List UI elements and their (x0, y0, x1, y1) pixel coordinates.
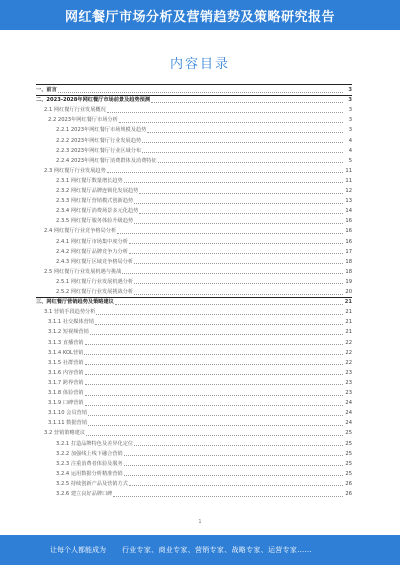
toc-entry-page: 16 (345, 218, 352, 225)
toc-entry[interactable] (36, 339, 352, 347)
toc-entry-label: 3.1.4 KOL营销 (48, 349, 84, 356)
toc-entry[interactable] (36, 470, 352, 478)
toc-entry[interactable] (36, 207, 352, 215)
toc-leader-dots (124, 455, 343, 456)
footer-roles: 行业专家、商业专家、营销专家、战略专家、运营专家…… (122, 546, 312, 554)
toc-entry-label: 3.1.1 社交媒体营销 (48, 319, 94, 326)
toc-entry[interactable] (36, 318, 352, 326)
toc-entry[interactable] (36, 298, 352, 306)
toc-entry-page: 16 (345, 228, 352, 235)
toc-leader-dots (134, 223, 343, 224)
toc-entry-page: 25 (345, 460, 352, 467)
toc-leader-dots (134, 263, 343, 264)
toc-leader-dots (147, 132, 343, 133)
toc-entry-label: 2.3.4 网红餐厅消费场景多元化趋势 (56, 208, 139, 215)
toc-entry-page: 25 (345, 440, 352, 447)
toc-entry[interactable] (36, 490, 352, 498)
toc-leader-dots (88, 425, 343, 426)
toc-entry[interactable] (36, 86, 352, 94)
footer-slogan: 让每个人都能成为 (50, 546, 106, 554)
toc-entry-label: 2.2.3 2023年网红餐厅行业区域分布 (56, 147, 142, 154)
toc-entry[interactable] (36, 157, 352, 165)
toc-entry[interactable] (36, 258, 352, 266)
toc-entry[interactable] (36, 450, 352, 458)
toc-entry-page: 3 (348, 97, 352, 104)
toc-leader-dots (129, 253, 343, 254)
toc-entry-page: 21 (344, 299, 352, 306)
toc-leader-dots (122, 273, 343, 274)
toc-entry-label: 3.2.3 注重消费者体验及服务 (56, 460, 123, 467)
toc-entry[interactable] (36, 147, 352, 155)
section-rule (36, 95, 352, 96)
toc-entry-page: 3 (348, 87, 352, 93)
toc-leader-dots (95, 324, 343, 325)
toc-entry-page: 21 (345, 319, 352, 326)
toc-entry-label: 3.1 营销手段趋势分析 (44, 309, 96, 316)
toc-leader-dots (129, 485, 343, 486)
toc-entry[interactable] (36, 96, 352, 104)
toc-leader-dots (86, 435, 343, 436)
toc-entry-label: 2.4.2 网红餐厅品牌竞争力分析 (56, 248, 128, 255)
toc-entry-page: 4 (348, 147, 352, 154)
toc-entry-page: 17 (345, 248, 352, 255)
toc-entry-page: 18 (345, 258, 352, 265)
toc-heading: 内容目录 (169, 57, 230, 72)
toc-entry-page: 19 (345, 278, 352, 285)
toc-entry-page: 3 (348, 127, 352, 134)
toc-entry[interactable] (36, 197, 352, 205)
toc-entry-label: 3.1.10 会员营销 (48, 410, 87, 417)
toc-entry-label: 2.2.1 2023年网红餐厅市场规模及趋势 (56, 127, 147, 134)
toc-leader-dots (85, 384, 343, 385)
toc-entry-page: 13 (345, 198, 352, 205)
toc-leader-dots (142, 152, 343, 153)
toc-entry-page: 22 (345, 349, 352, 356)
toc-entry[interactable] (36, 288, 352, 296)
toc-entry[interactable] (36, 238, 352, 246)
toc-top-rule (36, 84, 352, 85)
toc-entry-label: 3.1.9 口碑营销 (48, 400, 84, 407)
toc-entry[interactable] (36, 349, 352, 357)
toc-entry[interactable] (36, 227, 352, 235)
report-header-banner (0, 0, 400, 30)
toc-entry-page: 12 (345, 188, 352, 194)
toc-entry[interactable] (36, 126, 352, 134)
toc-leader-dots (88, 415, 343, 416)
toc-entry-label: 3.1.3 直播营销 (48, 339, 84, 346)
toc-leader-dots (85, 374, 343, 375)
footer-banner (0, 535, 400, 565)
toc-entry-page: 16 (345, 238, 352, 245)
toc-entry-page: 26 (345, 480, 352, 487)
toc-entry-page: 4 (348, 137, 352, 144)
toc-entry[interactable] (36, 308, 352, 316)
toc-entry[interactable] (36, 480, 352, 488)
section-rule (36, 297, 352, 298)
toc-entry-page: 26 (345, 491, 352, 497)
toc-leader-dots (124, 182, 343, 183)
toc-entry-label: 2.3.2 网红餐厅品牌连锁化发展趋势 (56, 188, 139, 194)
toc-leader-dots (158, 162, 343, 163)
toc-leader-dots (96, 314, 343, 315)
toc-entry-page: 24 (345, 420, 352, 427)
toc-entry-label: 2.4.1 网红餐厅市场集中度分析 (56, 238, 128, 245)
toc-leader-dots (115, 304, 343, 305)
toc-leader-dots (142, 142, 343, 143)
toc-entry[interactable] (36, 369, 352, 377)
toc-entry-page: 5 (348, 157, 352, 164)
toc-leader-dots (134, 294, 343, 295)
toc-leader-dots (84, 354, 343, 355)
toc-entry-label: 3.1.11 数据营销 (48, 420, 87, 427)
toc-entry[interactable] (36, 460, 352, 468)
toc-entry-page: 11 (345, 167, 352, 174)
toc-leader-dots (124, 475, 343, 476)
toc-entry[interactable] (36, 359, 352, 367)
toc-entry-label: 3.2.2 加强线上线下融合营销 (56, 450, 123, 457)
toc-entry[interactable] (36, 379, 352, 387)
toc-leader-dots (119, 122, 343, 123)
toc-entry-label: 3.1.8 体验营销 (48, 390, 84, 396)
toc-leader-dots (85, 344, 343, 345)
toc-entry[interactable] (36, 187, 352, 195)
toc-leader-dots (134, 445, 343, 446)
toc-entry[interactable] (36, 389, 352, 397)
toc-entry-label: 2.2 2023年网红餐厅市场分析 (48, 117, 118, 124)
toc-entry-page: 20 (345, 289, 352, 295)
toc-entry-label: 2.3.1 网红餐厅数量增长趋势 (56, 177, 123, 184)
toc-leader-dots (151, 102, 343, 103)
toc-leader-dots (107, 172, 343, 173)
toc-entry-page: 21 (345, 309, 352, 316)
toc-entry-page: 25 (345, 470, 352, 477)
toc-leader-dots (85, 405, 343, 406)
toc-leader-dots (58, 92, 343, 93)
toc-entry[interactable] (36, 177, 352, 185)
toc-entry-label: 2.1 网红餐厅行业发展概况 (44, 107, 106, 114)
toc-entry-page: 25 (345, 450, 352, 457)
toc-entry[interactable] (36, 399, 352, 407)
toc-leader-dots (124, 465, 343, 466)
toc-entry-label: 2.5.2 网红餐厅行业发展挑战分析 (56, 289, 134, 295)
toc-entry-page: 24 (345, 400, 352, 407)
toc-entry[interactable] (36, 278, 352, 286)
page-number: 1 (198, 519, 202, 525)
toc-entry-label: 3.2.6 建立良好品牌口碑 (56, 491, 113, 497)
toc-entry-page: 22 (345, 359, 352, 366)
toc-entry-label: 3.1.2 短视频营销 (48, 329, 89, 336)
toc-entry-label: 3.1.6 内容营销 (48, 369, 84, 376)
toc-entry-page: 25 (345, 430, 352, 437)
toc-entry-label: 3.1.7 跨界营销 (48, 379, 84, 386)
toc-entry-page: 23 (345, 369, 352, 376)
report-title: 网红餐厅市场分析及营销趋势及策略研究报告 (64, 9, 335, 25)
toc-entry-page: 23 (345, 390, 352, 396)
toc-entry[interactable] (36, 167, 352, 175)
toc-entry[interactable] (36, 137, 352, 145)
toc-entry-page: 18 (345, 268, 352, 275)
toc-entry[interactable] (36, 116, 352, 124)
toc-entry-label: 二、2023-2028年网红餐厅市场前景及趋势预测 (36, 97, 151, 104)
toc-leader-dots (134, 203, 343, 204)
toc-entry[interactable] (36, 440, 352, 448)
toc-leader-dots (139, 193, 343, 194)
toc-entry-label: 2.4.3 网红餐厅区域竞争格局分析 (56, 258, 134, 265)
toc-leader-dots (85, 364, 343, 365)
toc-entry-label: 3.2.1 打造品牌特色及差异化定位 (56, 440, 134, 447)
toc-entry-label: 三、网红餐厅营销趋势及策略建议 (36, 299, 114, 306)
toc-entry[interactable] (36, 429, 352, 437)
toc-entry[interactable] (36, 217, 352, 225)
toc-leader-dots (134, 283, 343, 284)
toc-entry[interactable] (36, 268, 352, 276)
toc-entry-label: 2.3 网红餐厅行业发展趋势 (44, 167, 106, 174)
toc-entry-label: 3.2 营销策略建议 (44, 430, 86, 437)
toc-entry-label: 2.5.1 网红餐厅行业发展机遇分析 (56, 278, 134, 285)
toc-entry-label: 3.1.5 社群营销 (48, 359, 84, 366)
toc-entry[interactable] (36, 419, 352, 427)
toc-entry-label: 3.2.5 持续创新产品及营销方式 (56, 480, 128, 487)
toc-entry-page: 3 (348, 117, 352, 124)
toc-entry-label: 2.2.2 2023年网红餐厅行业发展趋势 (56, 137, 142, 144)
toc-entry-label: 2.3.5 网红餐厅服务体验升级趋势 (56, 218, 134, 225)
toc-entry-page: 23 (345, 379, 352, 386)
toc-entry-label: 2.2.4 2023年网红餐厅消费群体及消费特征 (56, 157, 157, 164)
toc-entry-label: 2.5 网红餐厅行业发展机遇与挑战 (44, 268, 122, 275)
toc-entry-page: 22 (345, 339, 352, 346)
toc-leader-dots (90, 334, 343, 335)
toc-entry-page: 21 (345, 329, 352, 336)
toc-leader-dots (107, 112, 343, 113)
toc-entry-label: 3.2.4 运用数据分析精准营销 (56, 470, 123, 477)
toc-entry-page: 24 (345, 410, 352, 417)
toc-entry[interactable] (36, 409, 352, 417)
toc-entry[interactable] (36, 248, 352, 256)
toc-entry[interactable] (36, 328, 352, 336)
table-of-contents (36, 86, 352, 506)
toc-entry-label: 2.4 网红餐厅行业竞争格局分析 (44, 228, 117, 235)
toc-leader-dots (129, 243, 343, 244)
toc-entry-page: 11 (345, 177, 352, 184)
toc-entry-page: 14 (345, 208, 352, 215)
toc-entry-label: 一、前言 (36, 87, 57, 93)
toc-leader-dots (113, 496, 343, 497)
toc-entry[interactable] (36, 106, 352, 114)
toc-leader-dots (139, 213, 343, 214)
toc-leader-dots (85, 395, 343, 396)
toc-leader-dots (117, 233, 343, 234)
toc-entry-label: 2.3.3 网红餐厅营销模式创新趋势 (56, 198, 134, 205)
toc-entry-page: 3 (348, 107, 352, 114)
